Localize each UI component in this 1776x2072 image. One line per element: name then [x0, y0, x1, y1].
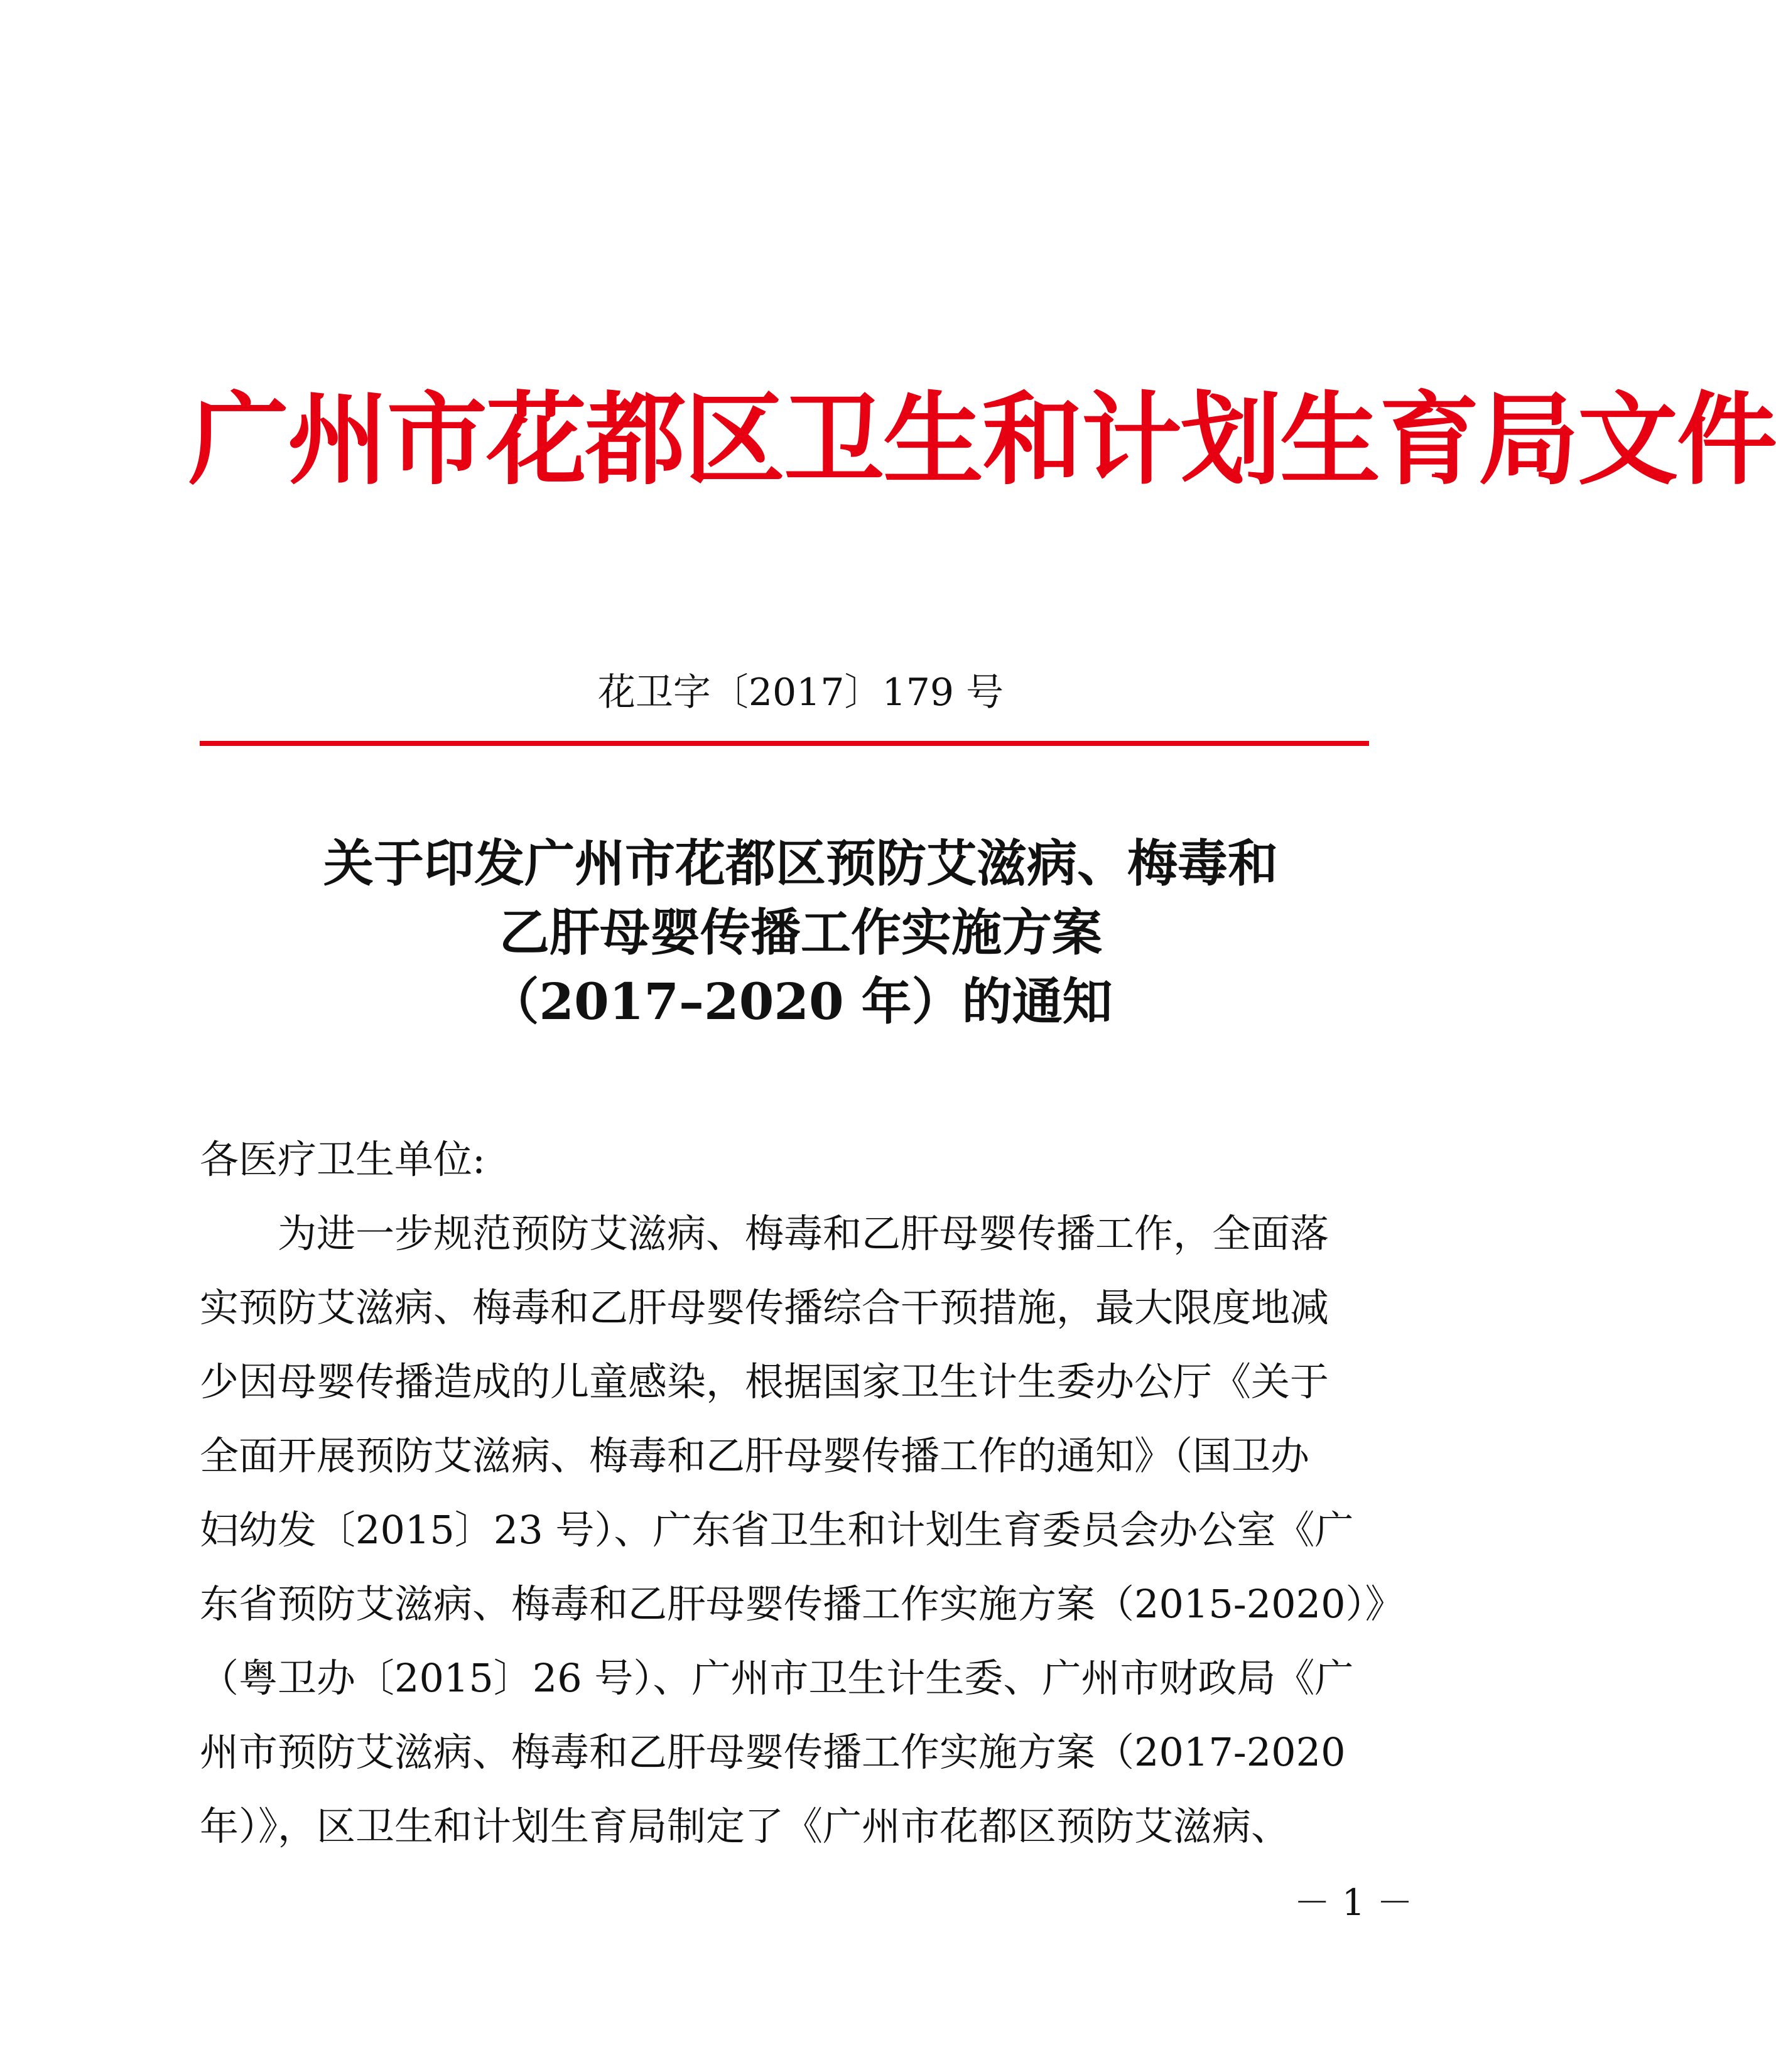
- body-text-line: 为进一步规范预防艾滋病、梅毒和乙肝母婴传播工作，全面落: [278, 1211, 1329, 1256]
- page-number: － 1 －: [1294, 1881, 1413, 1924]
- document-title-line: 乙肝母婴传播工作实施方案: [499, 903, 1102, 962]
- body-text-line: 少因母婴传播造成的儿童感染，根据国家卫生计生委办公厅《关于: [200, 1359, 1329, 1405]
- masthead-title: 广州市花都区卫生和计划生育局文件: [188, 380, 1776, 499]
- body-text-line: 年）》，区卫生和计划生育局制定了《广州市花都区预防艾滋病、: [200, 1803, 1291, 1849]
- body-text-line: （粤卫办〔2015〕26 号）、广州市卫生计生委、广州市财政局《广: [200, 1655, 1354, 1701]
- document-number: 花卫字〔2017〕179 号: [597, 671, 1004, 715]
- document-title: [188, 829, 1413, 1036]
- body-text-line: 州市预防艾滋病、梅毒和乙肝母婴传播工作实施方案（2017-2020: [200, 1729, 1346, 1775]
- body-text-line: 妇幼发〔2015〕23 号）、广东省卫生和计划生育委员会办公室《广: [200, 1507, 1354, 1553]
- red-separator-line: [200, 741, 1369, 746]
- document-title-line: 关于印发广州市花都区预防艾滋病、梅毒和: [323, 834, 1278, 893]
- body-text-line: 东省预防艾滋病、梅毒和乙肝母婴传播工作实施方案（2015-2020）》: [200, 1581, 1404, 1627]
- body-text-line: 实预防艾滋病、梅毒和乙肝母婴传播综合干预措施，最大限度地减: [200, 1285, 1329, 1330]
- document-body: [200, 1123, 1424, 1864]
- addressee-line: 各医疗卫生单位:: [200, 1136, 485, 1182]
- document-title-line: （2017–2020 年）的通知: [489, 972, 1113, 1031]
- body-text-line: 全面开展预防艾滋病、梅毒和乙肝母婴传播工作的通知》（国卫办: [200, 1433, 1310, 1479]
